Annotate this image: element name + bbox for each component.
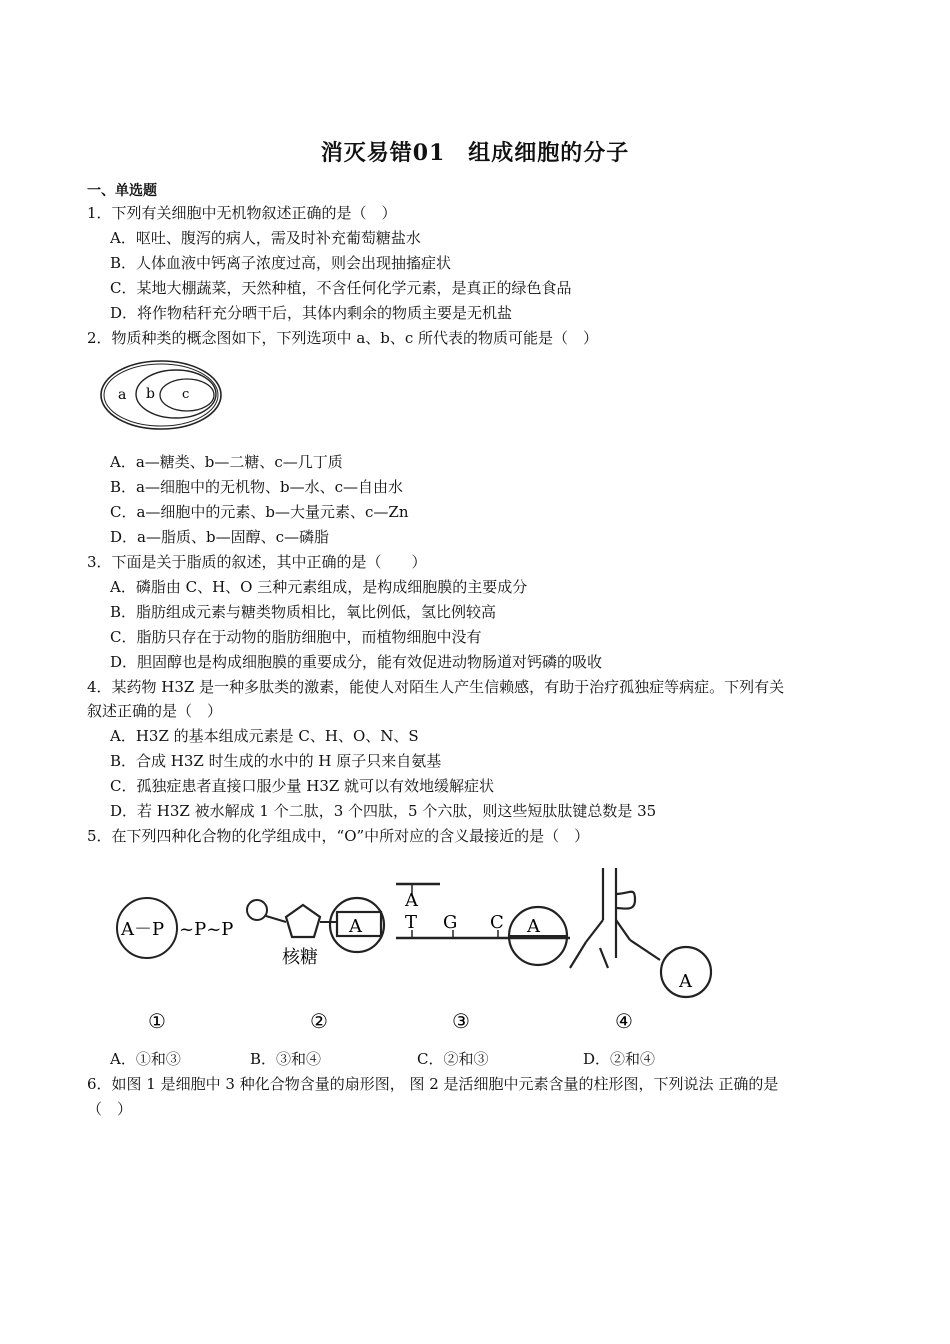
question-5-option-d: D．②和④ xyxy=(583,1050,656,1068)
figure-number-2: ② xyxy=(310,1009,328,1033)
question-5-option-a: A．①和③ xyxy=(110,1050,181,1068)
figure-4-trna xyxy=(570,868,711,997)
question-1-option-a: A．呕吐、腹泻的病人，需及时补充葡萄糖盐水 xyxy=(110,229,421,247)
fig3-letter-a-circle: A xyxy=(527,916,540,937)
question-2-option-d: D．a—脂质、b—固醇、c—磷脂 xyxy=(110,528,329,546)
fig3-letter-g: G xyxy=(443,912,458,933)
question-6-stem: 6．如图 1 是细胞中 3 种化合物含量的扇形图， 图 2 是活细胞中元素含量的柱形图，下列说法 正确的是 xyxy=(87,1075,779,1093)
concept-nested-ellipses-diagram xyxy=(98,356,228,434)
label-a: a xyxy=(118,387,127,403)
fig1-a-p-text: A－P xyxy=(121,919,165,940)
question-2-option-c: C．a—细胞中的元素、b—大量元素、c—Zn xyxy=(110,503,409,521)
ribose-pentagon xyxy=(286,905,320,937)
question-4-stem: 4．某药物 H3Z 是一种多肽类的激素，能使人对陌生人产生信赖感，有助于治疗孤独症等病症。下列有关 xyxy=(87,678,785,696)
section-heading: 一、单选题 xyxy=(87,183,157,199)
fig3-letter-c: C xyxy=(490,912,504,933)
figure-number-4: ④ xyxy=(615,1009,633,1033)
figure-number-3: ③ xyxy=(452,1009,470,1033)
figure-2-nucleotide xyxy=(247,898,384,968)
question-3-option-d: D．胆固醇也是构成细胞膜的重要成分，能有效促进动物肠道对钙磷的吸收 xyxy=(110,653,603,671)
fig1-tail-text: ~P~P xyxy=(179,919,234,940)
question-5-option-c: C．②和③ xyxy=(417,1050,489,1068)
question-4-option-b: B．合成 H3Z 时生成的水中的 H 原子只来自氨基 xyxy=(110,752,442,770)
question-3-option-b: B．脂肪组成元素与糖类物质相比，氧比例低，氢比例较高 xyxy=(110,603,497,621)
question-1-stem: 1．下列有关细胞中无机物叙述正确的是（ ） xyxy=(87,204,397,222)
question-1-option-c: C．某地大棚蔬菜，天然种植，不含任何化学元素，是真正的绿色食品 xyxy=(110,279,572,297)
question-2-stem: 2．物质种类的概念图如下，下列选项中 a、b、c 所代表的物质可能是（ ） xyxy=(87,329,599,347)
question-3-stem: 3．下面是关于脂质的叙述，其中正确的是（ ） xyxy=(87,553,427,571)
label-c: c xyxy=(182,387,190,402)
figure-1-atp xyxy=(117,898,233,958)
question-4-stem-cont: 叙述正确的是（ ） xyxy=(87,702,223,720)
question-2-option-a: A．a—糖类、b—二糖、c—几丁质 xyxy=(110,453,343,471)
question-5-option-b: B．③和④ xyxy=(250,1050,322,1068)
question-1-option-b: B．人体血液中钙离子浓度过高，则会出现抽搐症状 xyxy=(110,254,452,272)
ribose-label: 核糖 xyxy=(282,947,318,968)
question-4-option-c: C．孤独症患者直接口服少量 H3Z 就可以有效地缓解症状 xyxy=(110,777,495,795)
question-5-stem: 5．在下列四种化合物的化学组成中，“O”中所对应的含义最接近的是（ ） xyxy=(87,827,590,845)
question-3-option-c: C．脂肪只存在于动物的脂肪细胞中，而植物细胞中没有 xyxy=(110,628,482,646)
question-4-option-a: A．H3Z 的基本组成元素是 C、H、O、N、S xyxy=(110,727,419,745)
question-1-option-d: D．将作物秸秆充分晒干后，其体内剩余的物质主要是无机盐 xyxy=(110,304,513,322)
figure-number-1: ① xyxy=(148,1009,166,1033)
compounds-figure xyxy=(100,860,725,1040)
question-3-option-a: A．磷脂由 C、H、O 三种元素组成，是构成细胞膜的主要成分 xyxy=(110,578,528,596)
fig3-letter-a-top: A xyxy=(405,890,418,911)
question-4-option-d: D．若 H3Z 被水解成 1 个二肽，3 个四肽，5 个六肽，则这些短肽肽键总数是 35 xyxy=(110,802,657,820)
label-b: b xyxy=(146,386,155,402)
question-6-stem-cont: （ ） xyxy=(87,1100,133,1118)
fig4-letter: A xyxy=(679,971,692,992)
fig2-letter: A xyxy=(349,916,362,937)
figure-3-dna-strand xyxy=(396,884,570,965)
fig3-letter-t: T xyxy=(405,912,418,933)
page-title: 消灭易错01 组成细胞的分子 xyxy=(320,140,630,166)
question-2-option-b: B．a—细胞中的无机物、b—水、c—自由水 xyxy=(110,478,403,496)
